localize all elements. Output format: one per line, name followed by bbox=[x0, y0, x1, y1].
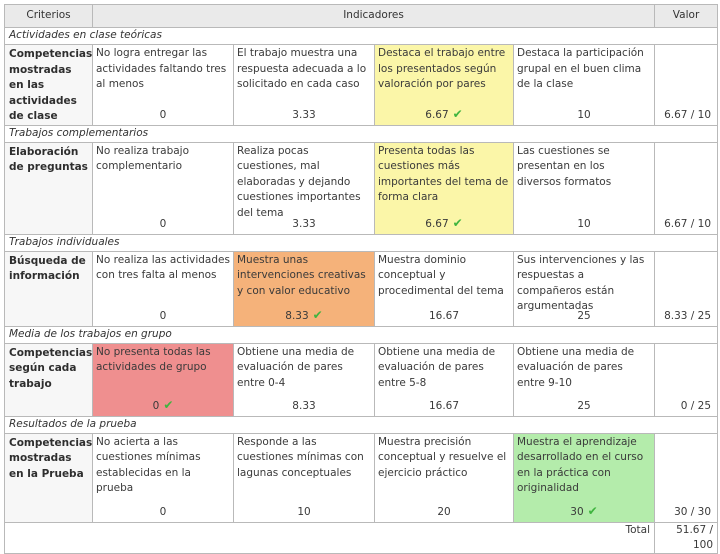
level-cell[interactable] bbox=[93, 251, 234, 326]
level-cell[interactable] bbox=[514, 343, 655, 416]
level-score: 25 bbox=[577, 400, 591, 412]
checkmark-icon: ✔ bbox=[312, 308, 323, 322]
level-cell[interactable] bbox=[234, 343, 375, 416]
level-cell[interactable] bbox=[93, 45, 234, 126]
level-cell[interactable] bbox=[375, 433, 514, 522]
level-cell[interactable] bbox=[93, 142, 234, 234]
header-row bbox=[5, 5, 718, 28]
level-score: 0 ✔ bbox=[152, 398, 174, 412]
level-cell[interactable] bbox=[234, 45, 375, 126]
level-description: No logra entregar las actividades faltando tres al menos bbox=[96, 47, 227, 90]
section-title: Resultados de la prueba bbox=[5, 416, 718, 433]
section-title: Trabajos individuales bbox=[5, 234, 718, 251]
level-score: 0 bbox=[159, 506, 167, 518]
level-cell[interactable] bbox=[234, 433, 375, 522]
section-title: Actividades en clase teóricas bbox=[5, 28, 718, 45]
level-description: Destaca el trabajo entre los presentados según valoración por pares bbox=[378, 47, 506, 90]
level-score: 0 bbox=[159, 310, 167, 322]
criterion-label: Búsqueda de información bbox=[5, 251, 93, 326]
criterion-value: 30 / 30 bbox=[655, 433, 718, 522]
section-row bbox=[5, 326, 718, 343]
criterion-row bbox=[5, 45, 718, 126]
total-value: 51.67 / 100 bbox=[655, 522, 718, 553]
criteria-header: Criterios bbox=[5, 5, 93, 28]
total-label: Total bbox=[5, 522, 655, 553]
level-score: 3.33 bbox=[292, 109, 316, 121]
criterion-label: Competencias mostradas en las actividades de clase bbox=[5, 45, 93, 126]
criterion-value: 8.33 / 25 bbox=[655, 251, 718, 326]
checkmark-icon: ✔ bbox=[587, 504, 598, 518]
level-cell[interactable] bbox=[514, 45, 655, 126]
criterion-row bbox=[5, 343, 718, 416]
criterion-row bbox=[5, 251, 718, 326]
level-description: Muestra dominio conceptual y procedimental del tema bbox=[378, 253, 504, 297]
level-cell-selected[interactable] bbox=[234, 251, 375, 326]
level-description: El trabajo muestra una respuesta adecuada a lo solicitado en cada caso bbox=[237, 47, 367, 90]
level-description: Muestra precisión conceptual y resuelve el ejercicio práctico bbox=[378, 435, 507, 479]
level-description: No realiza las actividades con tres falta al menos bbox=[96, 253, 230, 281]
level-description: Obtiene una media de evaluación de pares entre 0-4 bbox=[237, 345, 355, 389]
level-description: Muestra el aprendizaje desarrollado en el curso en la práctica con originalidad bbox=[517, 435, 644, 494]
level-score: 6.67 ✔ bbox=[425, 107, 463, 121]
total-row bbox=[5, 522, 718, 553]
level-score: 10 bbox=[577, 218, 591, 230]
level-score: 25 bbox=[577, 310, 591, 322]
level-description: No acierta a las cuestiones mínimas establecidas en la prueba bbox=[96, 435, 201, 494]
section-row bbox=[5, 125, 718, 142]
level-description: Destaca la participación grupal en el buen clima de la clase bbox=[517, 47, 644, 90]
level-cell[interactable] bbox=[375, 251, 514, 326]
level-description: Muestra unas intervenciones creativas y con valor educativo bbox=[237, 253, 366, 297]
level-cell[interactable] bbox=[93, 433, 234, 522]
criterion-value: 6.67 / 10 bbox=[655, 45, 718, 126]
section-row bbox=[5, 416, 718, 433]
criterion-value: 6.67 / 10 bbox=[655, 142, 718, 234]
value-header: Valor bbox=[655, 5, 718, 28]
section-row bbox=[5, 28, 718, 45]
checkmark-icon: ✔ bbox=[163, 398, 174, 412]
level-cell-selected[interactable] bbox=[375, 45, 514, 126]
level-score: 0 bbox=[159, 218, 167, 230]
criterion-label: Elaboración de preguntas bbox=[5, 142, 93, 234]
level-description: No realiza trabajo complementario bbox=[96, 144, 190, 172]
level-score: 10 bbox=[297, 506, 311, 518]
level-description: Las cuestiones se presentan en los diversos formatos bbox=[517, 144, 612, 188]
level-cell-selected[interactable] bbox=[514, 433, 655, 522]
level-cell[interactable] bbox=[234, 142, 375, 234]
checkmark-icon: ✔ bbox=[452, 216, 463, 230]
level-score: 8.33 bbox=[292, 400, 316, 412]
criterion-row bbox=[5, 433, 718, 522]
indicators-header: Indicadores bbox=[93, 5, 655, 28]
level-description: Sus intervenciones y las respuestas a compañeros están argumentadas bbox=[517, 253, 645, 312]
level-cell[interactable] bbox=[375, 343, 514, 416]
level-description: Obtiene una media de evaluación de pares entre 5-8 bbox=[378, 345, 496, 389]
rubric-container bbox=[4, 4, 717, 554]
level-score: 6.67 ✔ bbox=[425, 216, 463, 230]
level-score: 16.67 bbox=[428, 310, 460, 322]
level-cell[interactable] bbox=[514, 251, 655, 326]
level-description: Obtiene una media de evaluación de pares entre 9-10 bbox=[517, 345, 635, 389]
section-title: Trabajos complementarios bbox=[5, 125, 718, 142]
section-row bbox=[5, 234, 718, 251]
level-cell-selected[interactable] bbox=[93, 343, 234, 416]
checkmark-icon: ✔ bbox=[452, 107, 463, 121]
rubric-table bbox=[4, 4, 718, 554]
level-score: 10 bbox=[577, 109, 591, 121]
level-description: Realiza pocas cuestiones, mal elaboradas y dejando cuestiones importantes del tema bbox=[237, 144, 361, 219]
level-cell-selected[interactable] bbox=[375, 142, 514, 234]
criterion-row bbox=[5, 142, 718, 234]
level-description: No presenta todas las actividades de grupo bbox=[96, 345, 211, 373]
level-score: 3.33 bbox=[292, 218, 316, 230]
level-description: Responde a las cuestiones mínimas con lagunas conceptuales bbox=[237, 435, 364, 479]
level-score: 30 ✔ bbox=[570, 504, 598, 518]
level-description: Presenta todas las cuestiones más importantes del tema de forma clara bbox=[378, 144, 509, 203]
criterion-label: Competencias mostradas en la Prueba bbox=[5, 433, 93, 522]
level-score: 20 bbox=[437, 506, 451, 518]
level-cell[interactable] bbox=[514, 142, 655, 234]
level-score: 16.67 bbox=[428, 400, 460, 412]
criterion-value: 0 / 25 bbox=[655, 343, 718, 416]
level-score: 0 bbox=[159, 109, 167, 121]
section-title: Media de los trabajos en grupo bbox=[5, 326, 718, 343]
level-score: 8.33 ✔ bbox=[285, 308, 323, 322]
criterion-label: Competencias según cada trabajo bbox=[5, 343, 93, 416]
